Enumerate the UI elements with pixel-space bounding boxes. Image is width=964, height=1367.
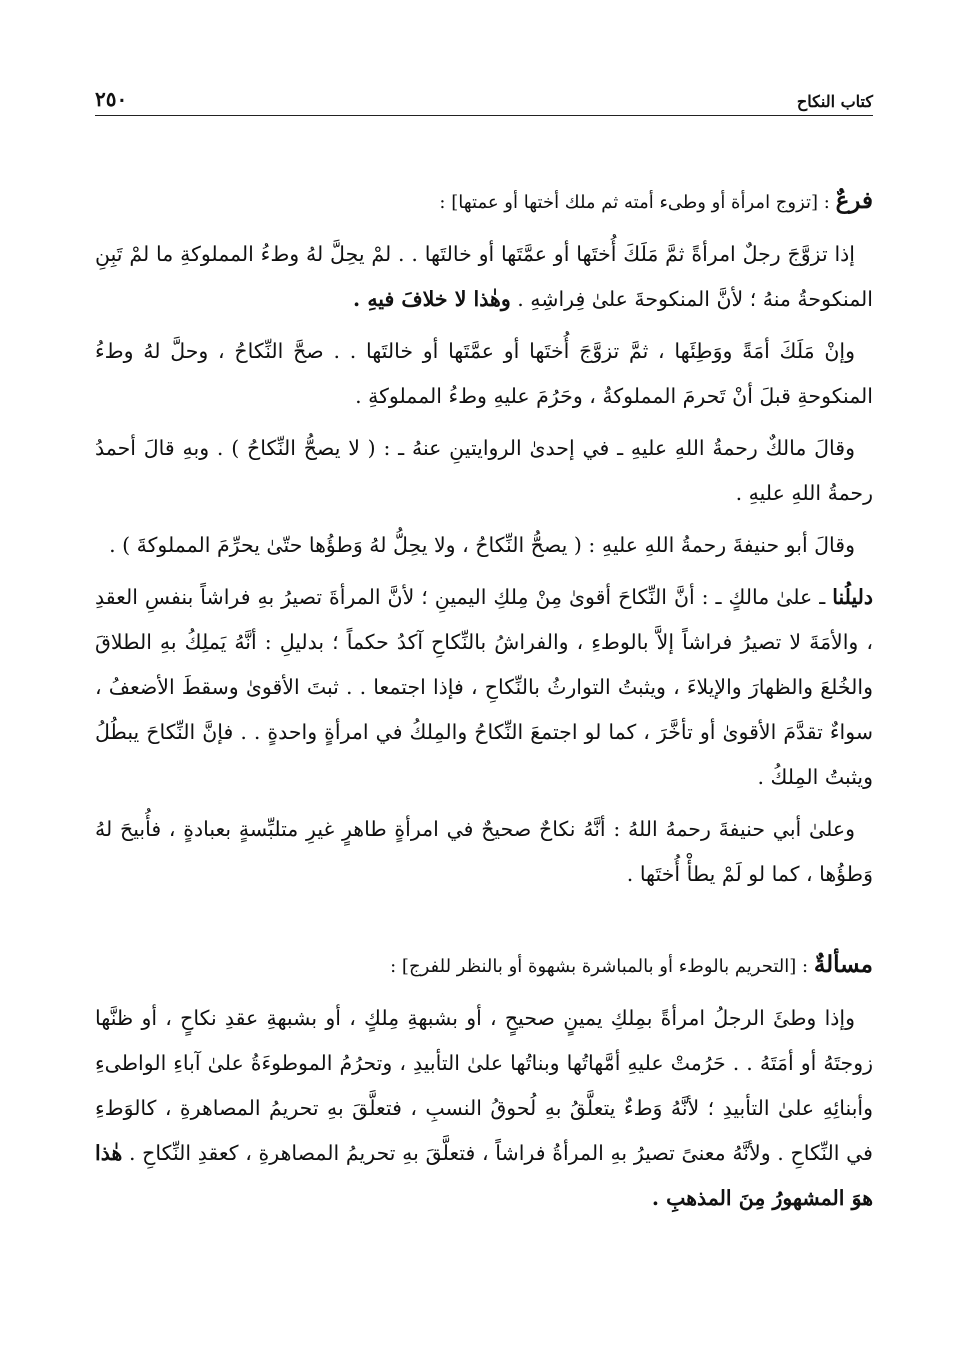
page-number: ٢٥٠ [95, 87, 128, 111]
running-title: كتاب النكاح [796, 92, 873, 111]
paragraph: إذا تزوَّجَ رجلٌ امرأةً ثمَّ مَلَكَ أُختَها أو عمَّتَها أو خالتَها . . لمْ يحِلَّ لهُ وطءُ المملوكةِ ما لمْ تَبِنِ المنكوحةُ منهُ ؛ لأنَّ المنكوحةَ علىٰ فِراشِهِ . وهٰذا لا خلافَ فيهِ . [95, 242, 873, 311]
page-body [95, 178, 873, 1228]
bold-phrase: دليلُنا [832, 585, 873, 609]
section-subtitle: : [التحريم بالوطء أو بالمباشرة بشهوة أو بالنظر للفرج] : [390, 956, 814, 977]
section-label: مسألةٌ [813, 951, 873, 978]
page-header [95, 84, 873, 116]
section-label: فرعٌ [835, 187, 873, 214]
bold-phrase: هٰذا هوَ المشهورُ مِنَ المذهبِ . [95, 1141, 873, 1210]
section-heading-far [95, 178, 873, 225]
paragraph: وإنْ مَلَكَ أمَةً ووَطِئَها ، ثمَّ تزوَّجَ أُختَها أو عمَّتَها أو خالتَها . . صحَّ النِّكاحُ ، وحلَّ لهُ وطءُ المنكوحةِ قبلَ أنْ تَحرمَ المملوكةُ ، وحَرُمَ عليهِ وطءُ المملوكةِ . [95, 339, 873, 408]
section-subtitle: : [تزوج امرأة أو وطىء أمته ثم ملك أختها أو عمتها] : [439, 192, 836, 213]
section-heading-masala [95, 942, 873, 989]
paragraph: وقالَ مالكٌ رحمةُ اللهِ عليهِ ـ في إحدىٰ الروايتينِ عنهُ ـ : ( لا يصحُّ النِّكاحُ ) . وبهِ قالَ أحمدُ رحمةُ اللهِ عليهِ . [95, 436, 873, 505]
bold-phrase: وهٰذا لا خلافَ فيهِ . [353, 287, 511, 311]
paragraph: وعلىٰ أبي حنيفةَ رحمهُ اللهُ : أنَّهُ نكاحٌ صحيحٌ في امرأةٍ طاهرٍ غيرِ متلبِّسةٍ بعبادةٍ ، فأُبيحَ لهُ وَطؤُها ، كما لو لَمْ يطأْ أُختَها . [95, 817, 873, 886]
paragraph: وقالَ أبو حنيفةَ رحمةُ اللهِ عليهِ : ( يصحُّ النِّكاحُ ، ولا يحِلُّ لهُ وَطؤُها حتّىٰ يحرِّمَ المملوكةَ ) . [109, 533, 855, 557]
paragraph: دليلُنا ـ علىٰ مالكٍ ـ : أنَّ النِّكاحَ أقوىٰ مِنْ مِلكِ اليمينِ ؛ لأنَّ المرأةَ تصيرُ بهِ فراشاً بنفسِ العقدِ ، والأمَةَ لا تصيرُ فراشاً إلاَّ بالوطءِ ، والفراشُ بالنِّكاحِ آكدُ حكماً ؛ بدليلِ : أنَّهُ يَملِكُ بهِ الطلاقَ والخُلعَ والظهارَ والإيلاءَ ، ويثبتُ التوارثُ بالنِّكاحِ ، فإذا اجتمعا . . ثبتَ الأقوىٰ وسقطَ الأضعفُ ، سواءٌ تقدَّمَ الأقوىٰ أو تأخَّرَ ، كما لو اجتمعَ النِّكاحُ والمِلكُ في امرأةٍ واحدةٍ . . فإنَّ النِّكاحَ يبطُلُ ويثبتُ المِلكُ . [95, 585, 873, 789]
section-gap [95, 904, 873, 942]
paragraph: وإذا وطئَ الرجلُ امرأةً بمِلكِ يمينٍ صحيحٍ ، أو بشبهةِ مِلكٍ ، أو بشبهةِ عقدِ نكاحٍ ، أو ظنَّها زوجتَهُ أو أمَتَهُ . . حَرُمتْ عليهِ أمَّهاتُها وبناتُها علىٰ التأبيدِ ، وتحرُمُ الموطوءَةُ علىٰ آباءِ الواطىءِ وأبنائِهِ علىٰ التأبيدِ ؛ لأنَّهُ وَطءٌ يتعلَّقُ بهِ لُحوقُ النسبِ ، فتعلَّقَ بهِ تحريمُ المصاهرةِ ، كالوَطءِ في النِّكاحِ . ولأنَّهُ معنىً تصيرُ بهِ المرأةُ فراشاً ، فتعلَّقَ بهِ تحريمُ المصاهرةِ ، كعقدِ النِّكاحِ . هٰذا هوَ المشهورُ مِنَ المذهبِ . [95, 1006, 873, 1210]
